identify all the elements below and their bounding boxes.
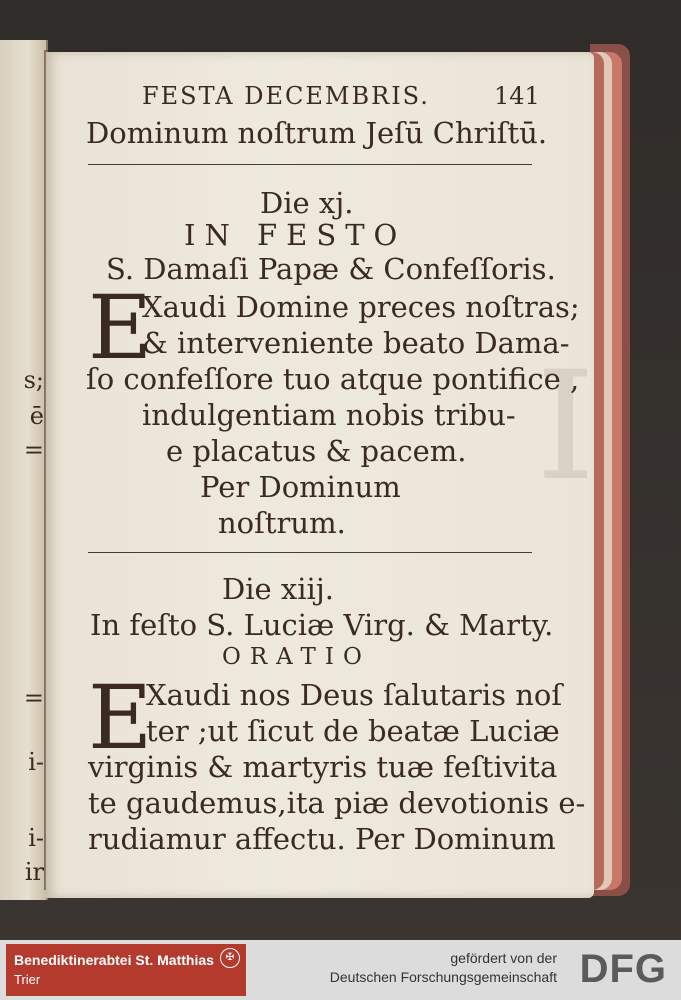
- text-line: Per Dominum: [200, 470, 401, 504]
- left-page-fragment: =: [23, 684, 44, 712]
- divider-rule: [88, 552, 532, 553]
- day-heading: Die xj.: [260, 186, 354, 220]
- institution-city: Trier: [14, 972, 41, 987]
- book-page: [46, 52, 594, 898]
- text-line: & interveniente beato Dama-: [142, 326, 570, 360]
- text-line: ter ;ut ſicut de beatæ Luciæ: [146, 714, 560, 748]
- left-page-fragment: =: [23, 436, 44, 464]
- abbey-emblem-icon: ✠: [220, 948, 240, 968]
- text-line: ſo confeſſore tuo atque pontifice ,: [86, 362, 580, 396]
- text-line: Dominum noſtrum Jeſū Chriſtū.: [86, 116, 548, 150]
- left-page-fragment: i-: [28, 748, 44, 776]
- left-page-fragment: i-: [28, 824, 44, 852]
- text-line: indulgentiam nobis tribu-: [142, 398, 516, 432]
- left-page-fragment: ir: [24, 858, 44, 886]
- feast-subtitle: In feſto S. Luciæ Virg. & Marty.: [90, 608, 554, 642]
- day-heading: Die xiij.: [222, 572, 335, 606]
- feast-subtitle: S. Damaſi Papæ & Confeſſoris.: [106, 252, 556, 286]
- text-line: rudiamur affectu. Per Dominum: [88, 822, 556, 856]
- institution-badge[interactable]: [6, 944, 246, 996]
- text-line: Xaudi nos Deus ſalutaris noſ: [146, 678, 563, 712]
- institution-name: Benediktinerabtei St. Matthias: [14, 952, 214, 968]
- show-through-letter: I: [536, 340, 596, 514]
- divider-rule: [88, 164, 532, 165]
- funding-line: gefördert von der: [450, 950, 557, 966]
- left-page-fragment: s;: [23, 366, 44, 394]
- dfg-logo[interactable]: DFG: [579, 947, 667, 991]
- funding-line: Deutschen Forschungsgemeinschaft: [329, 969, 557, 985]
- text-line: Xaudi Domine preces noſtras;: [142, 290, 580, 324]
- feast-heading: IN FESTO: [184, 218, 407, 252]
- page-number: 141: [494, 82, 540, 110]
- funding-statement: [330, 949, 557, 987]
- footer-banner: [0, 940, 681, 1000]
- text-line: noſtrum.: [218, 506, 346, 540]
- text-line: te gaudemus,ita piæ devotionis e-: [88, 786, 586, 820]
- drop-cap: E: [88, 276, 153, 379]
- left-page-fragment: ē: [29, 402, 44, 430]
- text-line: virginis & martyris tuæ feſtivita: [88, 750, 558, 784]
- running-header: FESTA DECEMBRIS.: [142, 82, 430, 110]
- drop-cap: E: [88, 666, 153, 769]
- oratio-heading: ORATIO: [222, 644, 371, 670]
- text-line: e placatus & pacem.: [166, 434, 467, 468]
- left-facing-page: [0, 40, 48, 900]
